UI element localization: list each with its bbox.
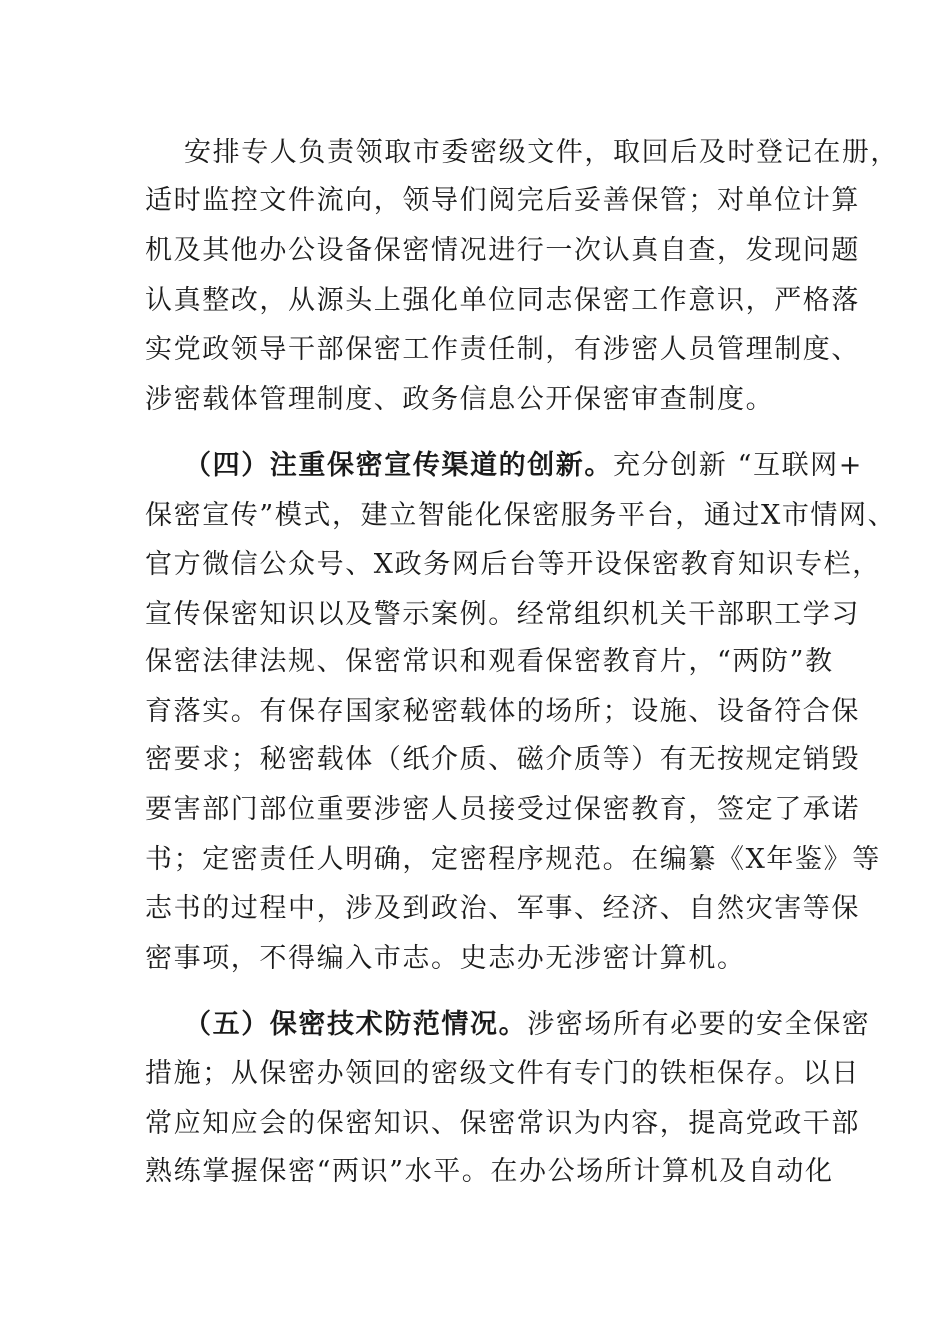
p2-line-10: 志书的过程中，涉及到政治、军事、经济、自然灾害等保 <box>145 893 860 924</box>
p1-line-6: 涉密载体管理制度、政务信息公开保密审查制度。 <box>145 384 775 415</box>
p2-line-4: 宣传保密知识以及警示案例。经常组织机关干部职工学习 <box>145 599 860 630</box>
p2-line-6: 育落实。有保存国家秘密载体的场所；设施、设备符合保 <box>145 696 860 727</box>
p3-line-1 <box>184 1005 870 1045</box>
p2-line-3: 官方微信公众号、X政务网后台等开设保密教育知识专栏， <box>145 549 881 580</box>
p2-heading: （四）注重保密宣传渠道的创新。 <box>184 450 613 481</box>
p2-first-line-rest: 充分创新 “互联网+ <box>613 450 864 481</box>
p1-line-4: 认真整改，从源头上强化单位同志保密工作意识，严格落 <box>145 285 860 316</box>
p2-line-11: 密事项，不得编入市志。史志办无涉密计算机。 <box>145 943 746 974</box>
p3-heading: （五）保密技术防范情况。 <box>184 1009 528 1040</box>
p2-line-5: 保密法律法规、保密常识和观看保密教育片，“两防”教 <box>145 646 834 677</box>
p3-first-line-rest: 涉密场所有必要的安全保密 <box>527 1009 871 1040</box>
p2-line-2: 保密宣传”模式，建立智能化保密服务平台，通过X市情网、 <box>145 500 897 531</box>
p3-line-2: 措施；从保密办领回的密级文件有专门的铁柜保存。以日 <box>145 1058 860 1089</box>
p1-line-1: 安排专人负责领取市委密级文件，取回后及时登记在册， <box>184 137 899 168</box>
p2-line-1 <box>184 446 863 486</box>
p1-line-2: 适时监控文件流向，领导们阅完后妥善保管；对单位计算 <box>145 185 860 216</box>
p2-line-9: 书；定密责任人明确，定密程序规范。在编纂《X年鉴》等 <box>145 844 881 875</box>
p1-line-3: 机及其他办公设备保密情况进行一次认真自查，发现问题 <box>145 235 860 266</box>
p2-line-7: 密要求；秘密载体（纸介质、磁介质等）有无按规定销毁 <box>145 744 860 775</box>
p2-line-8: 要害部门部位重要涉密人员接受过保密教育，签定了承诺 <box>145 794 860 825</box>
p3-line-4: 熟练掌握保密“两识”水平。在办公场所计算机及自动化 <box>145 1156 834 1187</box>
p3-line-3: 常应知应会的保密知识、保密常识为内容，提高党政干部 <box>145 1108 860 1139</box>
p1-line-5: 实党政领导干部保密工作责任制，有涉密人员管理制度、 <box>145 334 860 365</box>
